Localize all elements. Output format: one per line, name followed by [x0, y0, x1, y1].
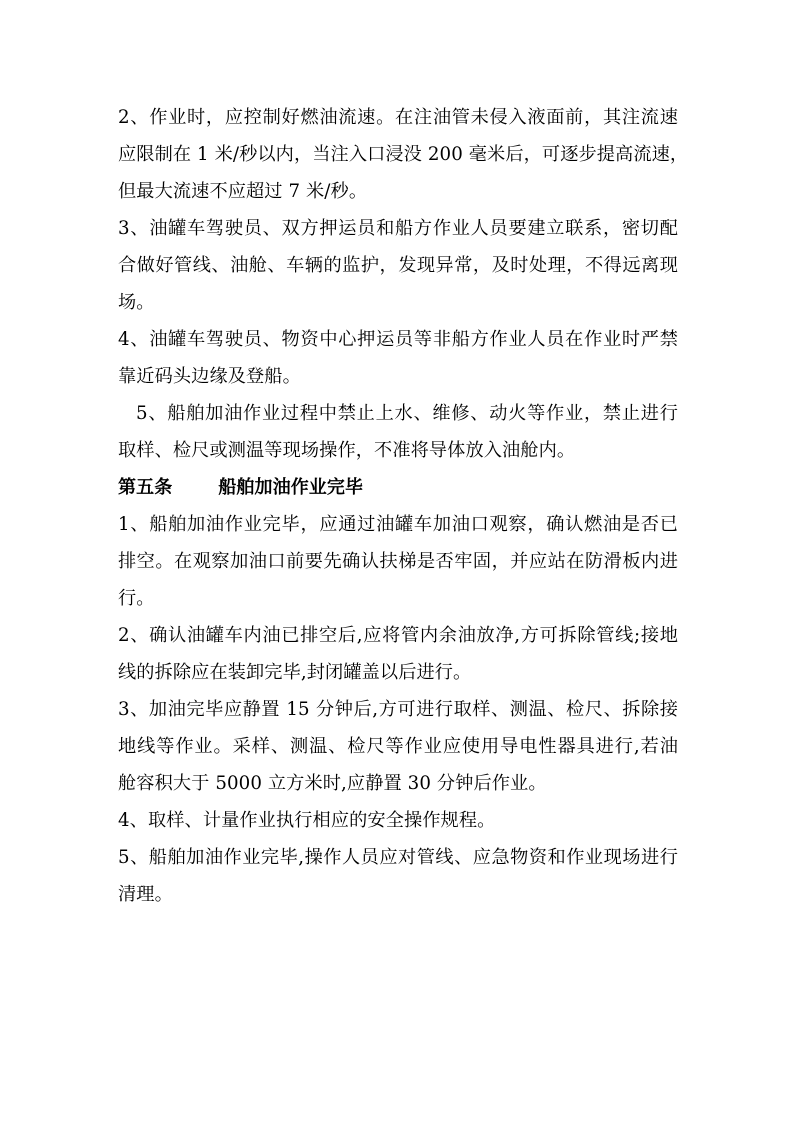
section5-item-1-line-2: 排空。在观察加油口前要先确认扶梯是否牢固，并应站在防滑板内进 — [118, 551, 678, 572]
section5-item-5-line-2: 清理。 — [118, 884, 173, 905]
section5-item-2-line-1: 2、确认油罐车内油已排空后,应将管内余油放净,方可拆除管线;接地 — [118, 625, 678, 646]
paragraph-4-line-2: 靠近码头边缘及登船。 — [118, 366, 301, 387]
section5-item-4-line-1: 4、取样、计量作业执行相应的安全操作规程。 — [118, 810, 496, 831]
section5-item-1-line-3: 行。 — [118, 588, 155, 609]
section-article-number: 第五条 — [118, 477, 173, 498]
paragraph-3-line-1: 3、油罐车驾驶员、双方押运员和船方作业人员要建立联系，密切配 — [118, 218, 678, 239]
section5-item-2-line-2: 线的拆除应在装卸完毕,封闭罐盖以后进行。 — [118, 662, 472, 683]
paragraph-2-line-3: 但最大流速不应超过 7 米/秒。 — [118, 181, 368, 202]
section5-item-3-line-1: 3、加油完毕应静置 15 分钟后,方可进行取样、测温、检尺、拆除接 — [118, 699, 678, 720]
paragraph-3-line-2: 合做好管线、油舱、车辆的监护，发现异常，及时处理，不得远离现 — [118, 255, 678, 276]
paragraph-5-line-2: 取样、检尺或测温等现场操作，不准将导体放入油舱内。 — [118, 440, 576, 461]
paragraph-3-line-3: 场。 — [118, 292, 155, 313]
paragraph-4-line-1: 4、油罐车驾驶员、物资中心押运员等非船方作业人员在作业时严禁 — [118, 329, 678, 350]
section-heading — [118, 477, 678, 499]
section5-item-1-line-1: 1、船舶加油作业完毕，应通过油罐车加油口观察，确认燃油是否已 — [118, 514, 678, 535]
paragraph-2-line-1: 2、作业时，应控制好燃油流速。在注油管未侵入液面前，其注流速 — [118, 107, 678, 128]
section5-item-3-line-3: 舱容积大于 5000 立方米时,应静置 30 分钟后作业。 — [118, 773, 547, 794]
paragraph-2-line-2: 应限制在 1 米/秒以内，当注入口浸没 200 毫米后，可逐步提高流速， — [118, 144, 689, 165]
section-title: 船舶加油作业完毕 — [218, 477, 364, 498]
section5-item-3-line-2: 地线等作业。采样、测温、检尺等作业应使用导电性器具进行,若油 — [118, 736, 678, 757]
section5-item-5-line-1: 5、船舶加油作业完毕,操作人员应对管线、应急物资和作业现场进行 — [118, 847, 678, 868]
paragraph-5-line-1: 5、船舶加油作业过程中禁止上水、维修、动火等作业，禁止进行 — [136, 403, 678, 424]
